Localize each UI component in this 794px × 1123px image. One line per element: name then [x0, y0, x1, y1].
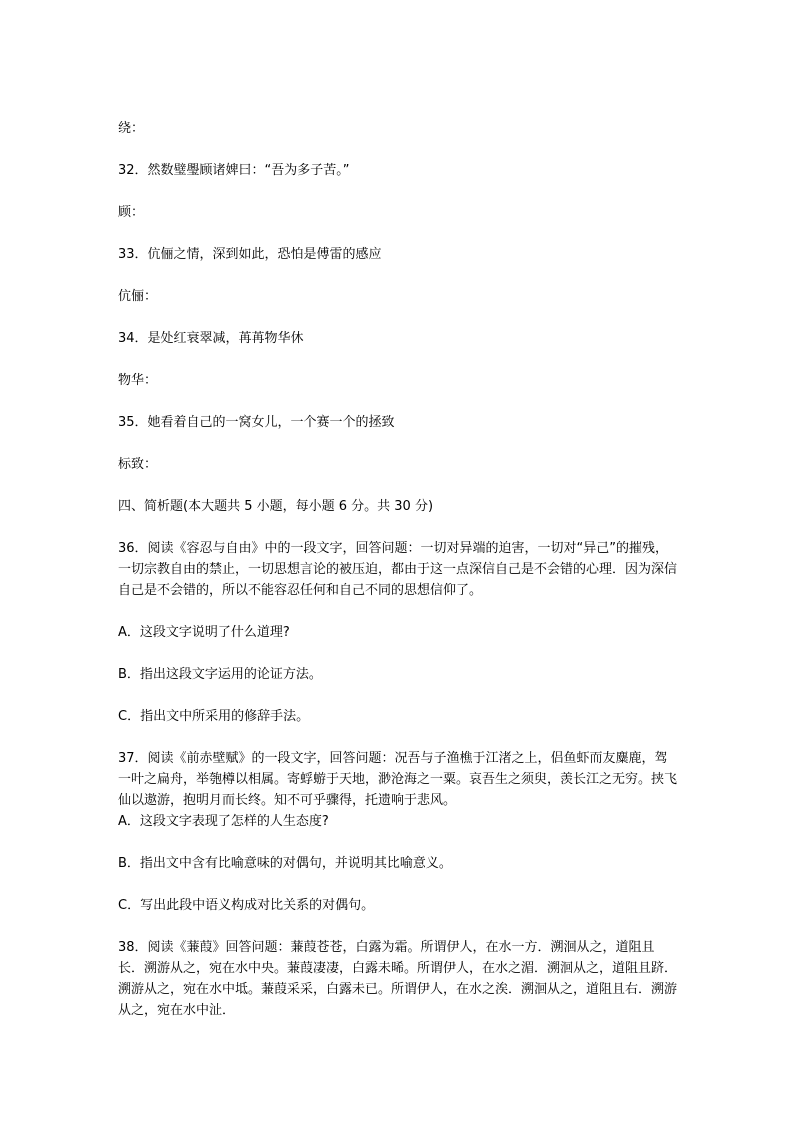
question-36: 36．阅读《容忍与自由》中的一段文字，回答问题：一切对异端的迫害，一切对“异己”的摧残，一切宗教自由的禁止，一切思想言论的被压迫，都由于这一点深信自己是不会错的心理．因为深信自己是不会错的，所以不能容忍任何和自己不同的思想信仰了。	[118, 541, 678, 598]
question-36-c: C．指出文中所采用的修辞手法。	[118, 709, 310, 724]
section-heading-jianxi: 四、简析题(本大题共 5 小题，每小题 6 分。共 30 分)	[118, 499, 434, 514]
question-38: 38．阅读《蒹葭》回答问题：蒹葭苍苍，白露为霜。所谓伊人，在水一方．溯洄从之，道阻且长．溯游从之，宛在水中央。蒹葭凄凄，白露未晞。所谓伊人，在水之湄．溯洄从之，道阻且跻．溯游从之，宛在水中坻。蒹葭采采，白露未已。所谓伊人，在水之涘．溯洄从之，道阻且右．溯游从之，宛在水中沚．	[118, 940, 678, 1018]
question-37-b: B．指出文中含有比喻意味的对偶句，并说明其比喻意义。	[118, 856, 452, 871]
question-37: 37．阅读《前赤壁赋》的一段文字，回答问题：况吾与子渔樵于江渚之上，侣鱼虾而友麋鹿，驾一叶之扁舟，举匏樽以相属。寄蜉蝣于天地，渺沧海之一粟。哀吾生之须臾，羡长江之无穷。挟飞仙以遨游，抱明月而长终。知不可乎骤得，托遗响于悲风。	[118, 751, 678, 808]
question-36-a: A．这段文字说明了什么道理?	[118, 625, 290, 640]
question-37-a: A．这段文字表现了怎样的人生态度?	[118, 814, 329, 829]
answer-blank-gu: 顾：	[118, 205, 145, 220]
question-32: 32．然数璧璺顾诸婢曰：“吾为多子苦。”	[118, 163, 350, 178]
question-37-c: C．写出此段中语义构成对比关系的对偶句。	[118, 898, 375, 913]
answer-blank-biaozhi: 标致：	[118, 457, 158, 472]
question-35: 35．她看着自己的一窝女儿，一个赛一个的拯致	[118, 415, 395, 430]
question-34: 34．是处红衰翠减，苒苒物华休	[118, 331, 304, 346]
document-page	[118, 118, 680, 1021]
answer-blank-rao: 绕：	[118, 121, 145, 136]
question-33: 33．伉俪之情，深到如此，恐怕是傅雷的感应	[118, 247, 382, 262]
answer-blank-wuhua: 物华：	[118, 373, 158, 388]
answer-blank-kangli: 伉俪：	[118, 289, 158, 304]
question-36-b: B．指出这段文字运用的论证方法。	[118, 667, 322, 682]
